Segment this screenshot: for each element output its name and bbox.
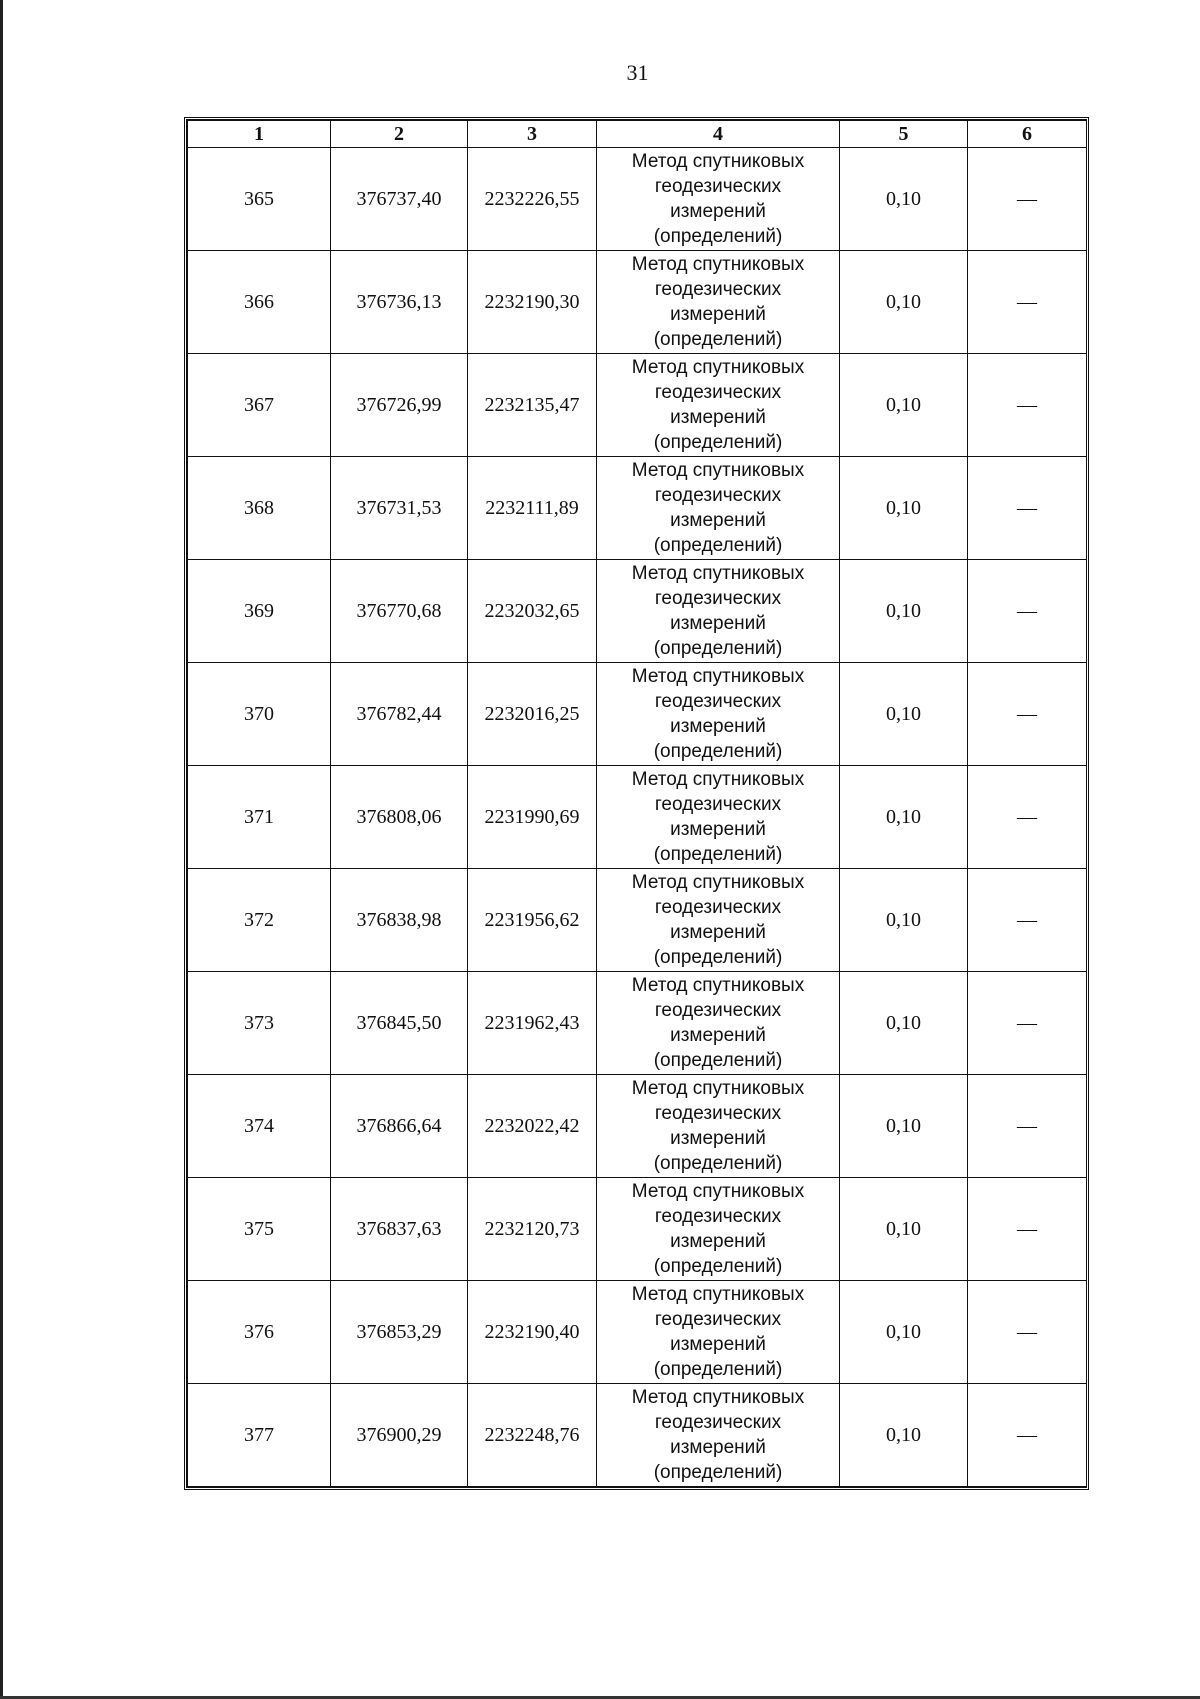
cell-coordinate-x: 376837,63 [331, 1178, 468, 1281]
cell-note: — [968, 457, 1087, 560]
method-line: (определений) [653, 226, 783, 247]
table-row [188, 457, 1087, 560]
cell-accuracy: 0,10 [840, 148, 968, 251]
cell-point-number: 377 [188, 1384, 331, 1487]
method-line: (определений) [653, 947, 783, 968]
cell-coordinate-y: 2232022,42 [468, 1075, 597, 1178]
cell-method [597, 1075, 840, 1178]
cell-coordinate-x: 376900,29 [331, 1384, 468, 1487]
method-line: измерений [670, 819, 766, 840]
method-line: измерений [670, 201, 766, 222]
cell-method [597, 869, 840, 972]
header-row [188, 121, 1087, 148]
cell-note: — [968, 1075, 1087, 1178]
cell-note: — [968, 1178, 1087, 1281]
cell-coordinate-y: 2232226,55 [468, 148, 597, 251]
cell-point-number: 375 [188, 1178, 331, 1281]
table-row [188, 560, 1087, 663]
table-row [188, 1178, 1087, 1281]
method-line: Метод спутниковых [631, 563, 805, 584]
method-line: измерений [670, 1025, 766, 1046]
method-line: (определений) [653, 1359, 783, 1380]
table-row [188, 1281, 1087, 1384]
cell-coordinate-x: 376737,40 [331, 148, 468, 251]
coordinates-table [187, 120, 1087, 1487]
method-line: геодезических [654, 897, 782, 918]
cell-method [597, 1281, 840, 1384]
header-col-6: 6 [968, 121, 1087, 148]
method-line: (определений) [653, 432, 783, 453]
cell-point-number: 376 [188, 1281, 331, 1384]
cell-accuracy: 0,10 [840, 354, 968, 457]
cell-accuracy: 0,10 [840, 1281, 968, 1384]
method-line: геодезических [654, 1103, 782, 1124]
method-line: геодезических [654, 176, 782, 197]
cell-coordinate-y: 2232111,89 [468, 457, 597, 560]
method-line: измерений [670, 613, 766, 634]
cell-coordinate-x: 376782,44 [331, 663, 468, 766]
method-line: Метод спутниковых [631, 1284, 805, 1305]
cell-accuracy: 0,10 [840, 560, 968, 663]
cell-note: — [968, 1281, 1087, 1384]
cell-coordinate-y: 2231956,62 [468, 869, 597, 972]
cell-point-number: 365 [188, 148, 331, 251]
cell-point-number: 366 [188, 251, 331, 354]
cell-accuracy: 0,10 [840, 1384, 968, 1487]
cell-note: — [968, 560, 1087, 663]
cell-method [597, 560, 840, 663]
method-line: геодезических [654, 1206, 782, 1227]
method-line: геодезических [654, 279, 782, 300]
method-line: измерений [670, 304, 766, 325]
cell-method [597, 1384, 840, 1487]
method-line: (определений) [653, 1256, 783, 1277]
cell-coordinate-y: 2232032,65 [468, 560, 597, 663]
cell-note: — [968, 148, 1087, 251]
table-header [188, 121, 1087, 148]
cell-coordinate-x: 376726,99 [331, 354, 468, 457]
cell-coordinate-y: 2232190,40 [468, 1281, 597, 1384]
cell-accuracy: 0,10 [840, 869, 968, 972]
method-line: геодезических [654, 382, 782, 403]
method-line: измерений [670, 1437, 766, 1458]
cell-accuracy: 0,10 [840, 1178, 968, 1281]
cell-point-number: 374 [188, 1075, 331, 1178]
method-line: Метод спутниковых [631, 1181, 805, 1202]
method-line: геодезических [654, 485, 782, 506]
cell-coordinate-x: 376736,13 [331, 251, 468, 354]
cell-method [597, 663, 840, 766]
method-line: (определений) [653, 741, 783, 762]
cell-point-number: 367 [188, 354, 331, 457]
table-body [188, 148, 1087, 1487]
method-line: (определений) [653, 1153, 783, 1174]
cell-accuracy: 0,10 [840, 457, 968, 560]
method-line: геодезических [654, 1000, 782, 1021]
cell-accuracy: 0,10 [840, 972, 968, 1075]
method-line: Метод спутниковых [631, 254, 805, 275]
header-col-1: 1 [188, 121, 331, 148]
method-line: Метод спутниковых [631, 357, 805, 378]
cell-method [597, 1178, 840, 1281]
header-col-3: 3 [468, 121, 597, 148]
method-line: геодезических [654, 588, 782, 609]
table-row [188, 869, 1087, 972]
table-row [188, 354, 1087, 457]
cell-accuracy: 0,10 [840, 663, 968, 766]
table-row [188, 663, 1087, 766]
method-line: измерений [670, 1128, 766, 1149]
method-line: (определений) [653, 1050, 783, 1071]
method-line: измерений [670, 1231, 766, 1252]
coordinates-table-frame [184, 117, 1089, 1490]
cell-note: — [968, 869, 1087, 972]
table-row [188, 766, 1087, 869]
method-line: Метод спутниковых [631, 769, 805, 790]
table-row [188, 1075, 1087, 1178]
method-line: Метод спутниковых [631, 1387, 805, 1408]
method-line: Метод спутниковых [631, 1078, 805, 1099]
cell-method [597, 457, 840, 560]
table-row [188, 251, 1087, 354]
cell-coordinate-x: 376731,53 [331, 457, 468, 560]
cell-accuracy: 0,10 [840, 766, 968, 869]
cell-method [597, 354, 840, 457]
cell-coordinate-y: 2232190,30 [468, 251, 597, 354]
cell-coordinate-y: 2231990,69 [468, 766, 597, 869]
method-line: геодезических [654, 1309, 782, 1330]
cell-coordinate-y: 2231962,43 [468, 972, 597, 1075]
method-line: (определений) [653, 535, 783, 556]
method-line: (определений) [653, 329, 783, 350]
cell-note: — [968, 251, 1087, 354]
header-col-4: 4 [597, 121, 840, 148]
cell-method [597, 766, 840, 869]
cell-point-number: 372 [188, 869, 331, 972]
cell-accuracy: 0,10 [840, 251, 968, 354]
cell-point-number: 369 [188, 560, 331, 663]
header-col-2: 2 [331, 121, 468, 148]
cell-coordinate-y: 2232248,76 [468, 1384, 597, 1487]
cell-point-number: 373 [188, 972, 331, 1075]
cell-coordinate-y: 2232135,47 [468, 354, 597, 457]
header-col-5: 5 [840, 121, 968, 148]
cell-point-number: 368 [188, 457, 331, 560]
cell-coordinate-x: 376866,64 [331, 1075, 468, 1178]
cell-note: — [968, 354, 1087, 457]
method-line: (определений) [653, 1462, 783, 1483]
table-row [188, 972, 1087, 1075]
cell-method [597, 972, 840, 1075]
cell-note: — [968, 1384, 1087, 1487]
cell-method [597, 251, 840, 354]
cell-point-number: 370 [188, 663, 331, 766]
method-line: геодезических [654, 794, 782, 815]
table-row [188, 1384, 1087, 1487]
method-line: Метод спутниковых [631, 151, 805, 172]
method-line: измерений [670, 716, 766, 737]
cell-coordinate-x: 376770,68 [331, 560, 468, 663]
cell-point-number: 371 [188, 766, 331, 869]
method-line: измерений [670, 407, 766, 428]
method-line: измерений [670, 510, 766, 531]
method-line: измерений [670, 922, 766, 943]
cell-coordinate-x: 376845,50 [331, 972, 468, 1075]
method-line: геодезических [654, 1412, 782, 1433]
page-number: 31 [626, 60, 649, 85]
method-line: Метод спутниковых [631, 666, 805, 687]
cell-note: — [968, 972, 1087, 1075]
cell-accuracy: 0,10 [840, 1075, 968, 1178]
method-line: измерений [670, 1334, 766, 1355]
cell-coordinate-y: 2232016,25 [468, 663, 597, 766]
method-line: (определений) [653, 844, 783, 865]
scan-edge-left [0, 0, 3, 1699]
cell-coordinate-x: 376808,06 [331, 766, 468, 869]
cell-note: — [968, 663, 1087, 766]
method-line: (определений) [653, 638, 783, 659]
cell-method [597, 148, 840, 251]
cell-coordinate-x: 376838,98 [331, 869, 468, 972]
method-line: Метод спутниковых [631, 872, 805, 893]
cell-coordinate-y: 2232120,73 [468, 1178, 597, 1281]
table-row [188, 148, 1087, 251]
method-line: геодезических [654, 691, 782, 712]
cell-note: — [968, 766, 1087, 869]
cell-coordinate-x: 376853,29 [331, 1281, 468, 1384]
method-line: Метод спутниковых [631, 975, 805, 996]
method-line: Метод спутниковых [631, 460, 805, 481]
